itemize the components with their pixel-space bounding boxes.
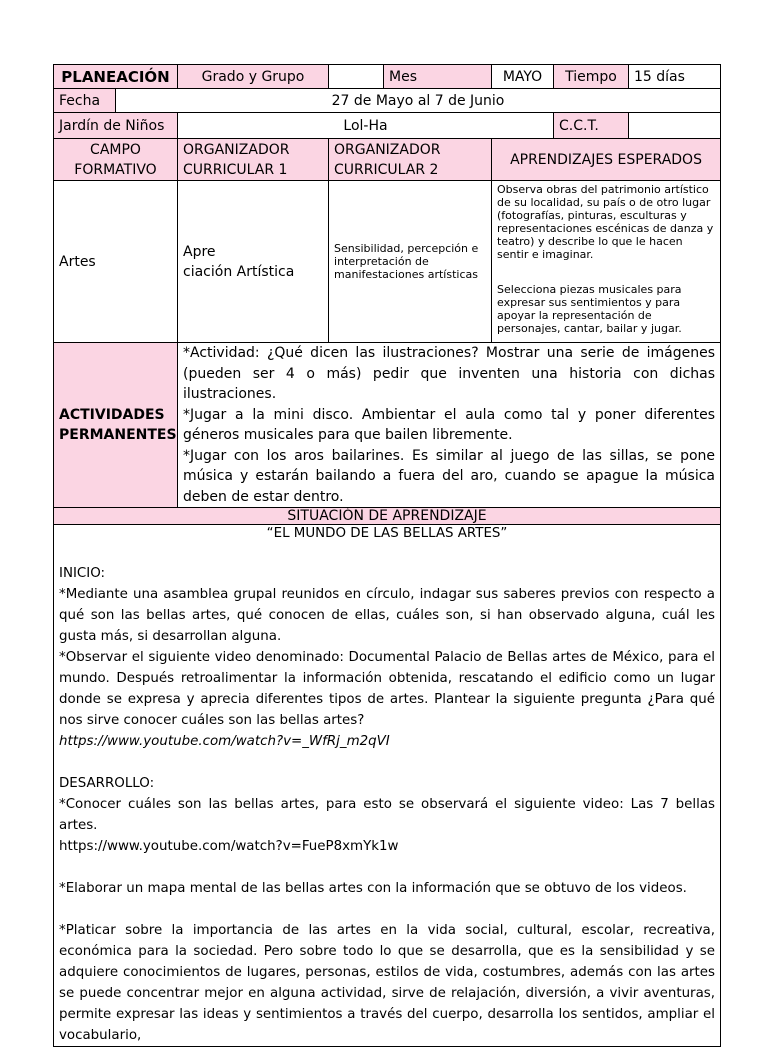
fecha-value: 27 de Mayo al 7 de Junio	[116, 89, 721, 113]
organizador2-cell: Sensibilidad, percepción e interpretación de manifestaciones artísticas	[329, 181, 492, 343]
aprendizajes-header: APRENDIZAJES ESPERADOS	[492, 139, 721, 181]
jardin-value: Lol-Ha	[178, 113, 554, 139]
aprendizaje-1: Observa obras del patrimonio artístico de su localidad, su país o de otro lugar (fotografías, pinturas, esculturas y representaciones escénicas de danza y teatro) y describe lo que le hacen sentir e imaginar.	[497, 183, 714, 261]
aprendizaje-2: Selecciona piezas musicales para expresar sus sentimientos y para apoyar la representación de personajes, cantar, bailar y jugar.	[497, 283, 682, 335]
campo-formativo-header: CAMPO FORMATIVO	[54, 139, 178, 181]
cct-label: C.C.T.	[554, 113, 629, 139]
grado-value	[329, 65, 384, 89]
situacion-label: SITUACIÓN DE APRENDIZAJE	[54, 508, 721, 525]
organizador2-header: ORGANIZADOR CURRICULAR 2	[329, 139, 492, 181]
grado-label: Grado y Grupo	[178, 65, 329, 89]
inicio-heading: INICIO:	[59, 566, 106, 581]
desarrollo-video-link[interactable]: https://www.youtube.com/watch?v=FueP8xmYk1w	[59, 839, 399, 854]
planeacion-title: PLANEACIÓN	[54, 65, 178, 89]
actividad-item: *Jugar con los aros bailarines. Es similar al juego de las sillas, se pone música y estarán bailando a fuera del aro, cuando se apague la música deben de estar dentro.	[183, 447, 716, 505]
situacion-title: “EL MUNDO DE LAS BELLAS ARTES”	[266, 526, 508, 541]
organizador1-header: ORGANIZADOR CURRICULAR 1	[178, 139, 329, 181]
desarrollo-paragraph-3: *Platicar sobre la importancia de las artes en la vida social, cultural, escolar, recreativa, económica para la sociedad. Pero sobre todo lo que se desarrolla, que es la sensibilidad y se adquiere conocimientos de lugares, personas, estilos de vida, costumbres, además con las artes se puede concentrar mejor en alguna actividad, sirve de relajación, diversión, a vivir aventuras, permite expresar las ideas y sentimientos a través del cuerpo, desarrolla los sentidos, ampliar el vocabulario,	[59, 923, 716, 1043]
inicio-paragraph-2: *Observar el siguiente video denominado: Documental Palacio de Bellas artes de México, para el mundo. Después retroalimentar la información obtenida, rescatando el edificio como un lugar donde se expresa y aprecia diferentes tipos de artes. Plantear la siguiente pregunta ¿Para qué nos sirve conocer cuáles son las bellas artes?	[59, 650, 716, 728]
fecha-label: Fecha	[54, 89, 116, 113]
tiempo-label: Tiempo	[554, 65, 629, 89]
actividades-label: ACTIVIDADES PERMANENTES	[54, 343, 178, 508]
inicio-video-link[interactable]: https://www.youtube.com/watch?v=_WfRj_m2qVI	[59, 734, 390, 749]
mes-value: MAYO	[492, 65, 554, 89]
jardin-label: Jardín de Niños	[54, 113, 178, 139]
situacion-body	[54, 525, 721, 1047]
organizador1-line1: Apre	[183, 243, 216, 260]
organizador1-line2: ciación Artística	[183, 263, 295, 280]
actividad-item: *Actividad: ¿Qué dicen las ilustraciones? Mostrar una serie de imágenes (pueden ser 4 o más) pedir que inventen una historia con dichas ilustraciones.	[183, 345, 716, 402]
mes-label: Mes	[384, 65, 492, 89]
organizador1-cell	[178, 181, 329, 343]
desarrollo-heading: DESARROLLO:	[59, 776, 155, 791]
aprendizajes-cell	[492, 181, 721, 343]
planeacion-document	[53, 64, 720, 1047]
desarrollo-paragraph-1: *Conocer cuáles son las bellas artes, para esto se observará el siguiente video: Las 7 bellas artes.	[59, 797, 716, 833]
inicio-paragraph-1: *Mediante una asamblea grupal reunidos en círculo, indagar sus saberes previos con respecto a qué son las bellas artes, qué conocen de ellas, cuáles son, si han observado alguna, cuál les gusta más, si desarrollan alguna.	[59, 587, 716, 644]
campo-formativo-cell: Artes	[54, 181, 178, 343]
actividad-item: *Jugar a la mini disco. Ambientar el aula como tal y poner diferentes géneros musicales para que bailen libremente.	[183, 406, 716, 443]
actividades-cell	[178, 343, 721, 508]
tiempo-value: 15 días	[629, 65, 721, 89]
planeacion-table	[53, 64, 721, 1047]
cct-value	[629, 113, 721, 139]
desarrollo-paragraph-2: *Elaborar un mapa mental de las bellas artes con la información que se obtuvo de los videos.	[59, 881, 687, 896]
